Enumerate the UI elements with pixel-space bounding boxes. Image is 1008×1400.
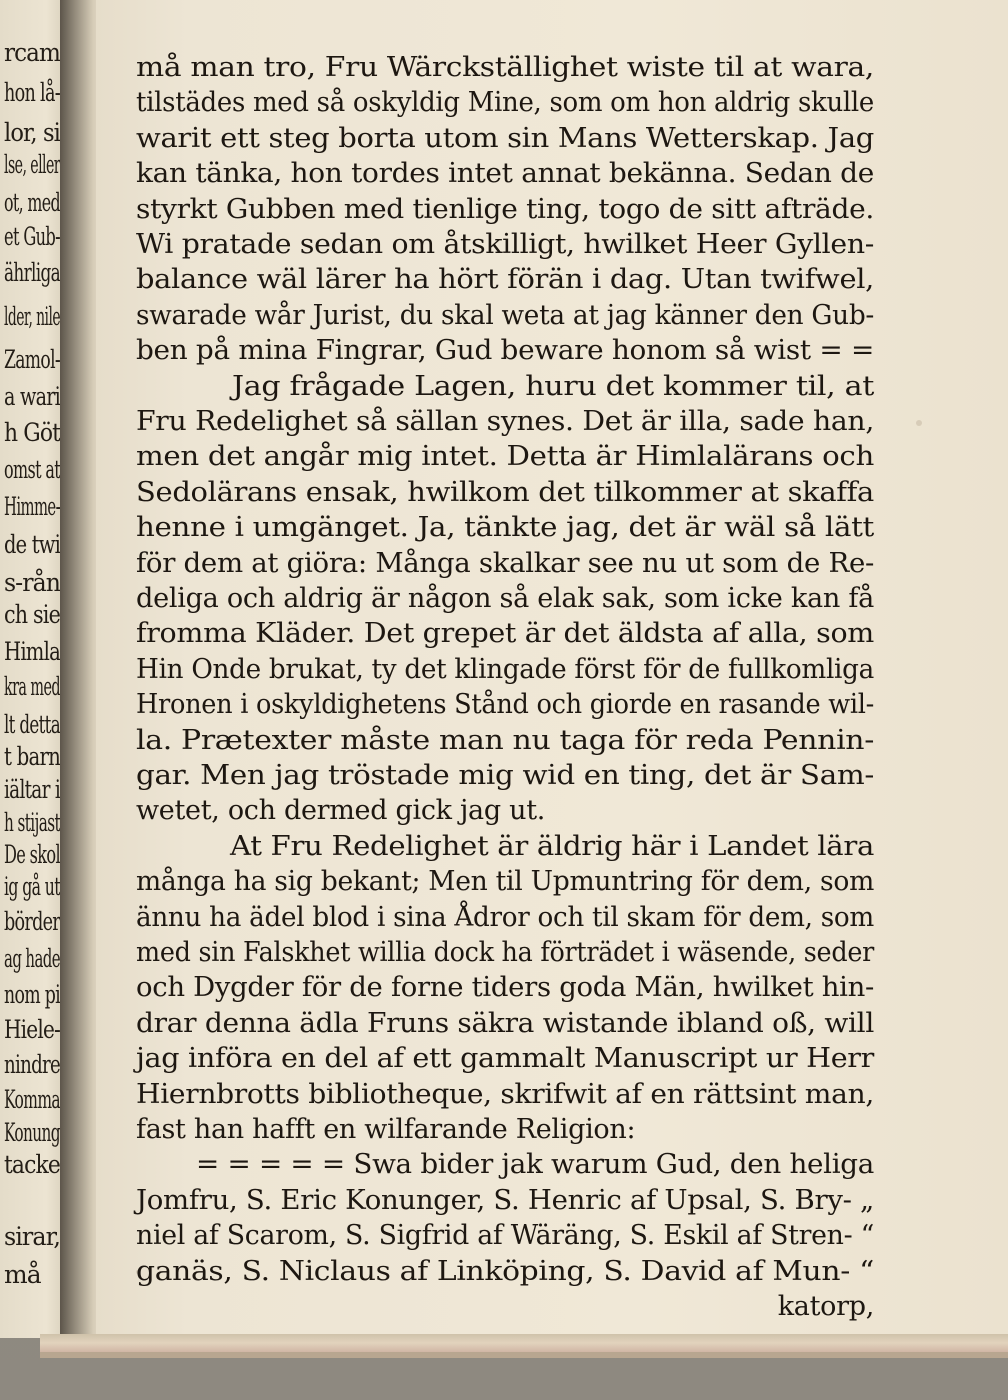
facing-page-fragment: lt detta <box>4 710 60 739</box>
text-line: men det angår mig intet. Detta är Himlalärans och <box>136 441 874 473</box>
facing-page-fragment: ährliga <box>4 258 60 287</box>
text-line: kan tänka, hon tordes intet annat bekänna. Sedan de <box>136 158 874 190</box>
facing-page-fragment: Konung <box>4 1118 60 1147</box>
text-line: = = = = = Swa bider jak warum Gud, den heliga <box>196 1149 874 1181</box>
facing-page-fragment: lor, si <box>4 118 60 147</box>
text-line: Wi pratade sedan om åtskilligt, hwilket Heer Gyllen- <box>136 229 874 260</box>
facing-page-fragment: sirar, <box>4 1222 60 1251</box>
facing-page-fragment: kra med <box>4 672 60 701</box>
facing-page-fragment: ig gå ut <box>4 872 60 901</box>
text-line: fast han hafft en wilfarande Religion: <box>136 1114 636 1145</box>
facing-page-fragment: nindre <box>4 1050 60 1079</box>
facing-page-fragment: Hiele- <box>4 1015 60 1044</box>
facing-page-fragment: omst at <box>4 455 60 484</box>
facing-page-fragment: ch sie <box>4 600 60 629</box>
facing-page-fragment: t barn <box>4 742 60 771</box>
facing-page-fragment: lse, eller <box>4 150 60 179</box>
text-line: Fru Redelighet så sällan synes. Det är illa, sade han, <box>136 406 874 437</box>
text-line: swarade wår Jurist, du skal weta at jag känner den Gub- <box>136 299 874 331</box>
facing-page-fragment: Himla <box>4 637 60 666</box>
text-line: wetet, och dermed gick jag ut. <box>136 795 546 827</box>
facing-page-fragment: et Gub- <box>4 222 60 251</box>
text-line: At Fru Redelighet är äldrig här i Landet lära <box>230 830 874 862</box>
facing-page-fragment: tacke <box>4 1150 60 1179</box>
text-line: Sedolärans ensak, hwilkom det tilkommer at skaffa <box>136 476 875 508</box>
text-line: Jag frågade Lagen, huru det kommer til, at <box>232 370 874 402</box>
facing-page-margin <box>0 0 66 1338</box>
facing-page-fragment: de twi <box>4 530 60 559</box>
text-line: katorp, <box>777 1291 874 1322</box>
facing-page-fragment: ag hade <box>4 944 61 973</box>
text-line: Hin Onde brukat, ty det klingade först för de fullkomliga <box>136 653 874 685</box>
text-line: ben på mina Fingrar, Gud beware honom så wist = = <box>136 335 874 367</box>
facing-page-fragment: lder, nile <box>4 302 61 331</box>
text-line: ganäs, S. Niclaus af Linköping, S. David af Mun- “ <box>136 1255 874 1287</box>
text-line: och Dygder för de forne tiders goda Män, hwilket hin- <box>136 972 874 1004</box>
text-line: Hiernbrotts bibliotheque, skrifwit af en rättsint man, <box>136 1078 874 1110</box>
facing-page-fragment: s-rån <box>4 568 60 597</box>
facing-page-fragment: börder <box>4 907 60 936</box>
facing-page-fragment: a wari <box>4 382 60 411</box>
text-line: balance wäl lärer ha hört förän i dag. Utan twifwel, <box>136 264 874 296</box>
page-edge-shadow <box>40 1352 1008 1358</box>
facing-page-fragment: iältar i <box>4 775 60 804</box>
facing-page-fragment: Zamol- <box>4 345 61 374</box>
facing-page-fragment: hon lå- <box>4 78 60 107</box>
facing-page-fragment: De skol <box>4 840 60 869</box>
text-line: deliga och aldrig är någon så elak sak, som icke kan få <box>136 583 874 614</box>
text-line: Jomfru, S. Eric Konunger, S. Henric af Upsal, S. Bry- „ <box>136 1184 874 1216</box>
text-line: ännu ha ädel blod i sina Ådror och til skam för dem, som <box>136 901 874 933</box>
facing-page-fragment: må <box>4 1260 41 1289</box>
text-line: gar. Men jag tröstade mig wid en ting, det är Sam- <box>136 760 874 791</box>
facing-page-fragment: Himme- <box>4 492 60 521</box>
text-line: fromma Kläder. Det grepet är det äldsta af alla, som <box>136 618 875 650</box>
text-line: warit ett steg borta utom sin Mans Wetterskap. Jag <box>136 122 875 154</box>
text-line: styrkt Gubben med tienlige ting, togo de sitt afträde. <box>136 193 874 225</box>
text-line: la. Prætexter måste man nu taga för reda Pennin- <box>136 724 874 756</box>
facing-page-fragment: rcam <box>4 38 60 67</box>
text-line: Hronen i oskyldighetens Stånd och giorde en rasande wil- <box>136 689 874 721</box>
text-line: jag införa en del af ett gammalt Manuscript ur Herr <box>136 1043 874 1075</box>
text-line: tilstädes med så oskyldig Mine, som om hon aldrig skulle <box>136 87 874 119</box>
facing-page-fragment: nom pi <box>4 980 60 1009</box>
text-line: drar denna ädla Fruns säkra wistande ibland oß, will <box>136 1007 875 1039</box>
text-line: många ha sig bekant; Men til Upmuntring för dem, som <box>136 866 874 898</box>
text-line: må man tro, Fru Wärckställighet wiste til at wara, <box>136 52 874 83</box>
text-line: henne i umgänget. Ja, tänkte jag, det är wäl så lätt <box>136 512 874 544</box>
paper-stain <box>916 420 922 426</box>
text-line: niel af Scarom, S. Sigfrid af Wäräng, S. Eskil af Stren- “ <box>136 1220 874 1252</box>
facing-page-fragment: h Göt <box>4 418 60 447</box>
text-line: för dem at giöra: Många skalkar see nu ut som de Re- <box>136 547 874 579</box>
text-line: med sin Falskhet willia dock ha förträdet i wäsende, seder <box>136 937 874 968</box>
facing-page-fragment: ot, med <box>4 188 60 217</box>
facing-page-fragment: Komma <box>4 1085 61 1114</box>
facing-page-fragment: h stijast <box>4 808 60 837</box>
